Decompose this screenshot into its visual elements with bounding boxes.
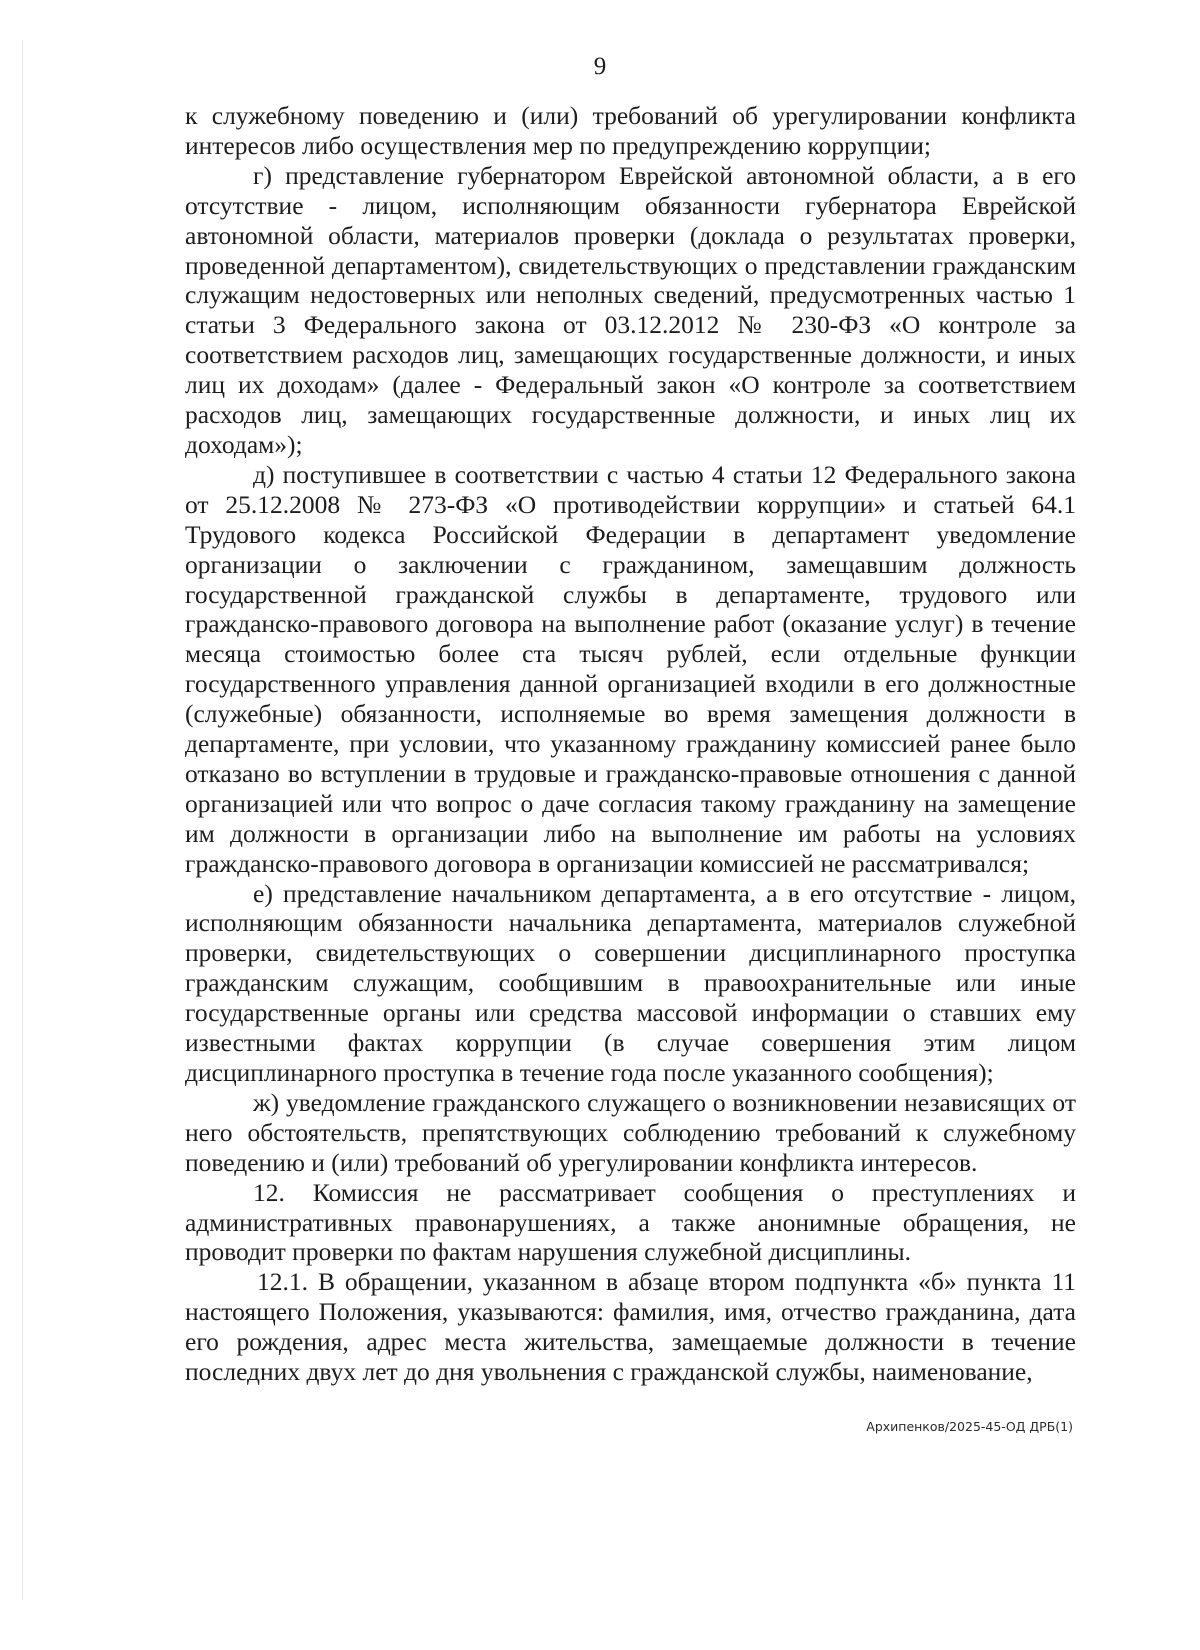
paragraph-item-e: е) представление начальником департамента, а в его отсутствие - лицом, исполняющим обязанности начальника департамента, материалов служебной проверки, свидетельствующих о совершении дисциплинарного проступка гражданским служащим, сообщившим в правоохранительные или иные государственные органы или средства массовой информации о ставших ему известными фактах коррупции (в случае совершения этим лицом дисциплинарного проступка в течение года после указанного сообщения); [185,878,1076,1087]
paragraph-continuation: к служебному поведению и (или) требований об урегулировании конфликта интересов либо осуществления мер по предупреждению коррупции; [185,101,1076,160]
paragraph-clause-12: 12. Комиссия не рассматривает сообщения о преступлениях и административных правонарушениях, а также анонимные обращения, не проводит проверки по фактам нарушения служебной дисциплины. [185,1177,1076,1267]
page-number: 9 [593,53,607,80]
paragraph-item-g: г) представление губернатором Еврейской автономной области, а в его отсутствие - лицом, исполняющим обязанности губернатора Еврейской автономной области, материалов проверки (доклада о результатах проверки, проведенной департаментом), свидетельствующих о представлении гражданским служащим недостоверных или неполных сведений, предусмотренных частью 1 статьи 3 Федерального закона от 03.12.2012 № 230-ФЗ «О контроле за соответствием расходов лиц, замещающих государственные должности, и иных лиц их доходам» (далее - Федеральный закон «О контроле за соответствием расходов лиц, замещающих государственные должности, и иных лиц их доходам»); [185,160,1076,459]
scan-margin-line [22,40,23,1600]
paragraph-item-zh: ж) уведомление гражданского служащего о возникновении независящих от него обстоятельств, препятствующих соблюдению требований к служебному поведению и (или) требований об урегулировании конфликта интересов. [185,1087,1076,1177]
footer-document-reference: Архипенков/2025-45-ОД ДРБ(1) [866,1419,1073,1434]
paragraph-clause-12-1: 12.1. В обращении, указанном в абзаце втором подпункта «б» пункта 11 настоящего Положения, указываются: фамилия, имя, отчество гражданина, дата его рождения, адрес места жительства, замещаемые должности в течение последних двух лет до дня увольнения с гражданской службы, наименование, [185,1267,1076,1387]
paragraph-item-d: д) поступившее в соответствии с частью 4 статьи 12 Федерального закона от 25.12.2008 № 273-ФЗ «О противодействии коррупции» и статьей 64.1 Трудового кодекса Российской Федерации в департамент уведомление организации о заключении с гражданином, замещавшим должность государственной гражданской службы в департаменте, трудового или гражданско-правового договора на выполнение работ (оказание услуг) в течение месяца стоимостью более ста тысяч рублей, если отдельные функции государственного управления данной организацией входили в его должностные (служебные) обязанности, исполняемые во время замещения должности в департаменте, при условии, что указанному гражданину комиссией ранее было отказано во вступлении в трудовые и гражданско-правовые отношения с данной организацией или что вопрос о даче согласия такому гражданину на замещение им должности в организации либо на выполнение им работы на условиях гражданско-правового договора в организации комиссией не рассматривался; [185,459,1076,878]
document-body [185,101,1076,1387]
